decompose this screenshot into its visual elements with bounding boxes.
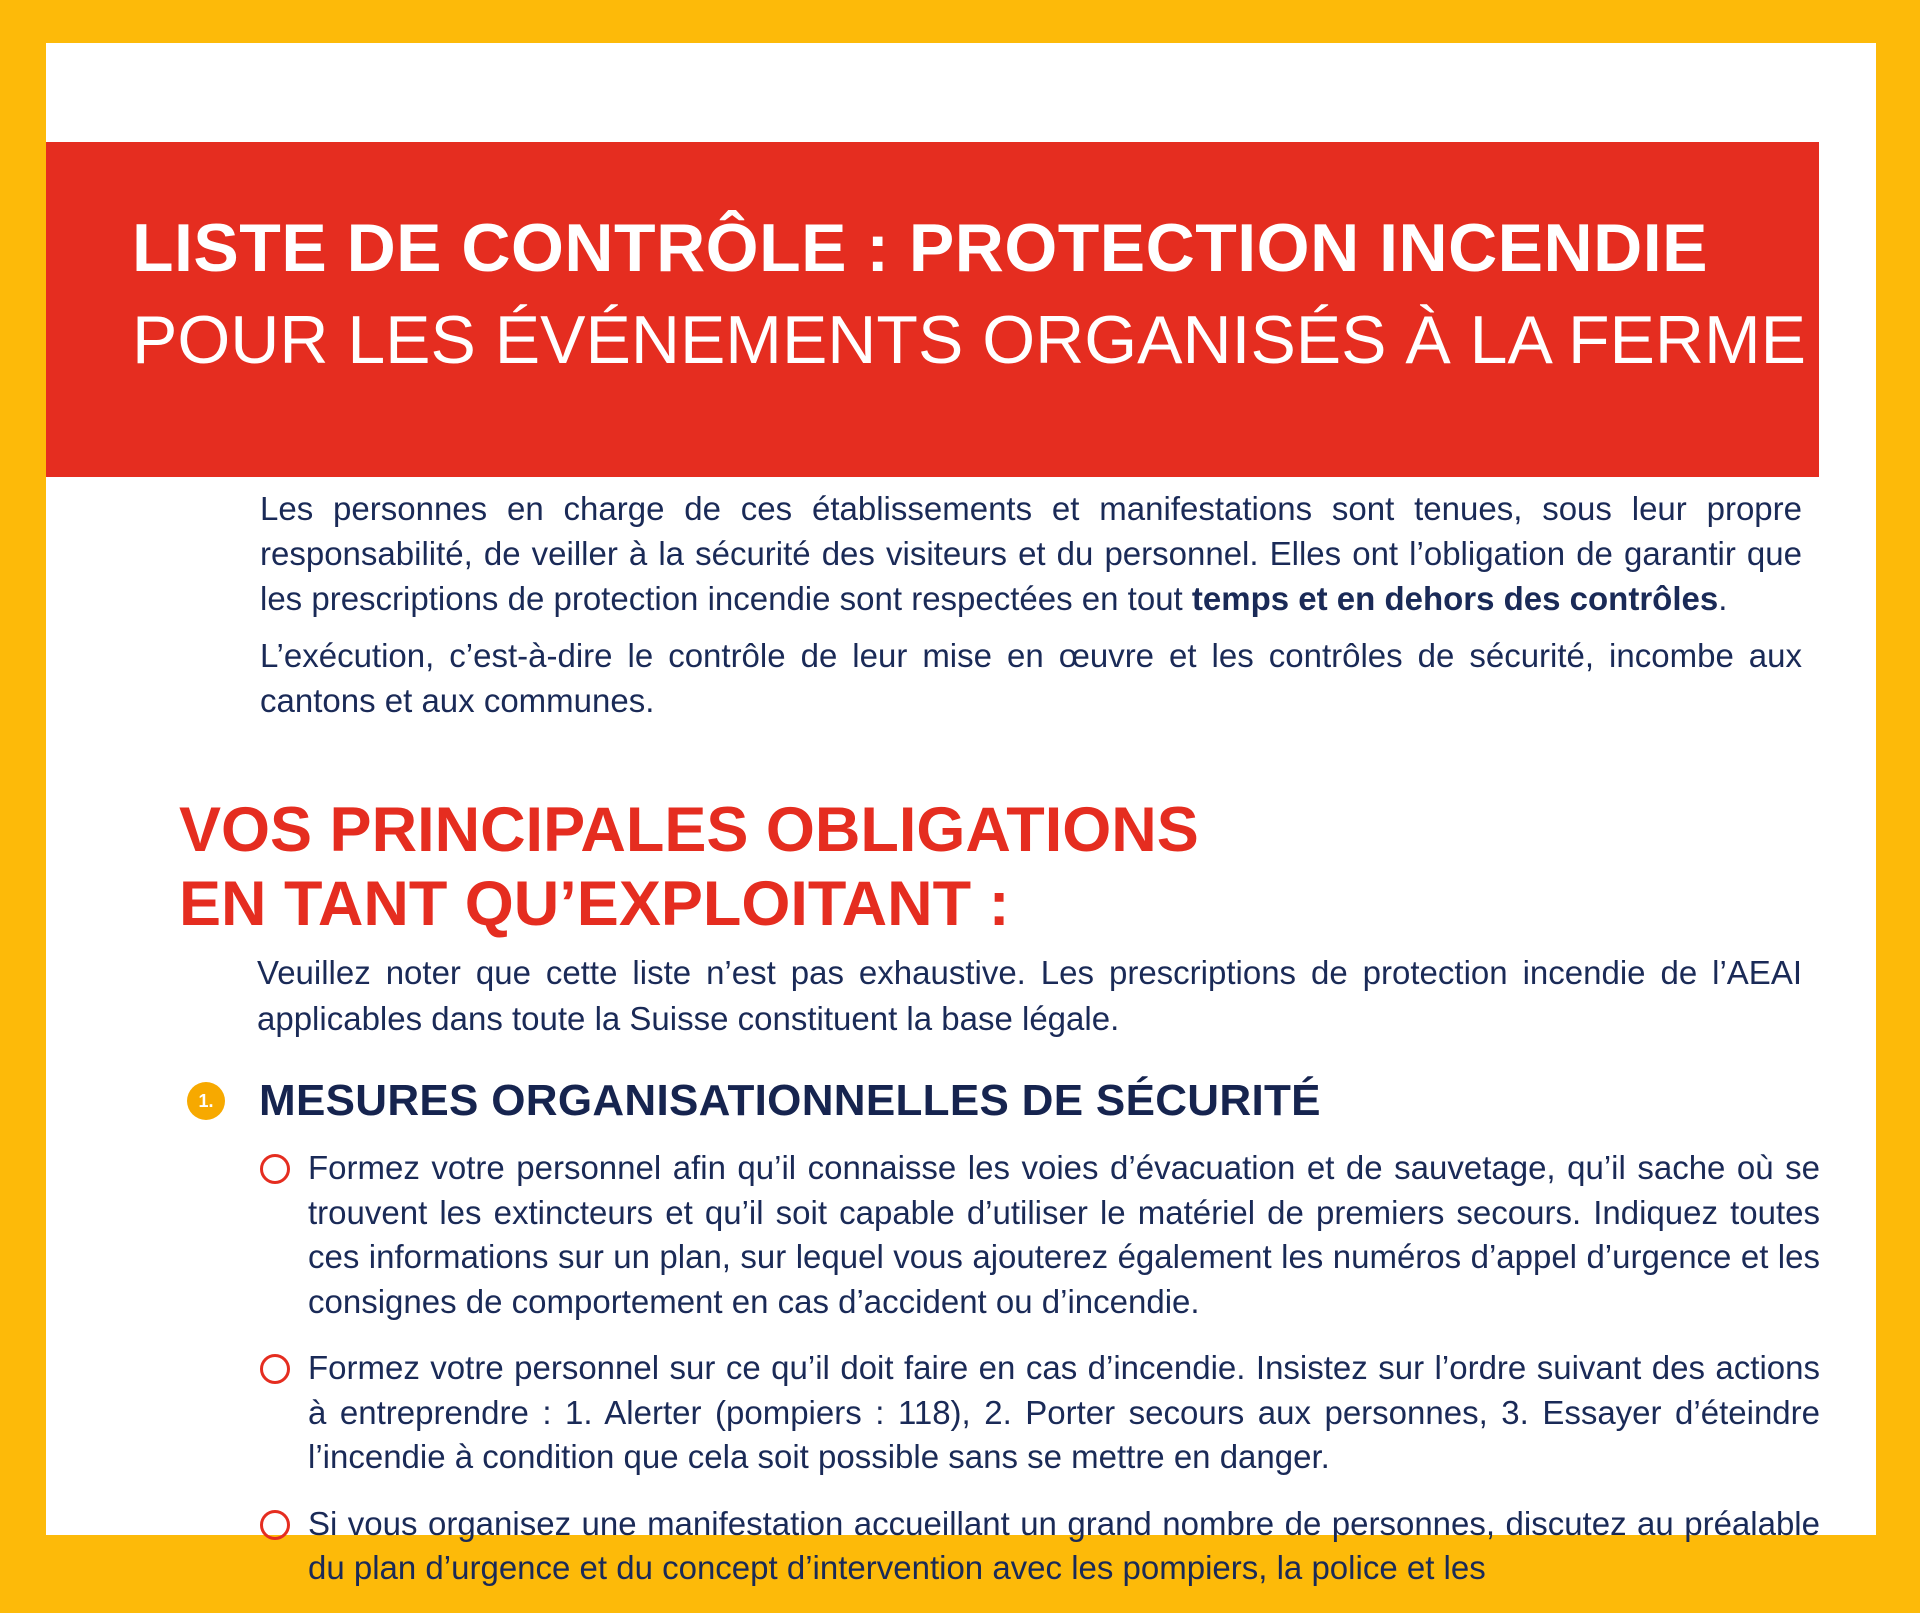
checklist bbox=[260, 1146, 1820, 1613]
page-subtitle: POUR LES ÉVÉNEMENTS ORGANISÉS À LA FERME bbox=[132, 302, 1806, 378]
obligations-heading-line-2: EN TANT QU’EXPLOITANT : bbox=[179, 869, 1010, 939]
checklist-item-text: Formez votre personnel sur ce qu’il doit faire en cas d’incendie. Insistez sur l’ordre suivant des actions à entreprendre : 1. Alerter (pompiers : 118), 2. Porter secours aux personnes, 3. Essayer d’éteindre l’incendie à condition que cela soit possible sans se mettre en danger. bbox=[308, 1349, 1820, 1475]
section-number-badge: 1. bbox=[187, 1082, 225, 1120]
checkbox-circle-icon[interactable] bbox=[260, 1510, 290, 1540]
checkbox-circle-icon[interactable] bbox=[260, 1154, 290, 1184]
obligations-heading bbox=[179, 793, 1199, 941]
intro-text bbox=[260, 486, 1802, 735]
intro-paragraph-1 bbox=[260, 486, 1802, 621]
intro-paragraph-2: L’exécution, c’est-à-dire le contrôle de leur mise en œuvre et les contrôles de sécurité, incombe aux cantons et aux communes. bbox=[260, 637, 1802, 719]
section-1-heading bbox=[187, 1071, 1321, 1131]
intro-p1-emphasis: temps et en dehors des contrôles bbox=[1191, 580, 1719, 617]
title-banner bbox=[46, 142, 1819, 477]
page-title: LISTE DE CONTRÔLE : PROTECTION INCENDIE bbox=[132, 210, 1708, 286]
checklist-item-text: Si vous organisez une manifestation accueillant un grand nombre de personnes, discutez au préalable du plan d’urgence et du concept d’intervention avec les pompiers, la police et les bbox=[308, 1504, 1820, 1586]
document-page bbox=[46, 43, 1876, 1586]
intro-p1-text: Les personnes en charge de ces établissements et manifestations sont tenues, sous leur propre responsabilité, de veiller à la sécurité des visiteurs et du personnel. Elles ont l’obligation de garantir que les prescriptions de protection incendie sont respectées en tout bbox=[260, 490, 1802, 617]
checklist-item bbox=[260, 1502, 1820, 1591]
obligations-heading-line-1: VOS PRINCIPALES OBLIGATIONS bbox=[179, 795, 1199, 865]
checklist-item-text: Formez votre personnel afin qu’il connaisse les voies d’évacuation et de sauvetage, qu’il sache où se trouvent les extincteurs et qu’il soit capable d’utiliser le matériel de premiers secours. Indiquez toutes ces informations sur un plan, sur lequel vous ajouterez également les numéros d’appel d’urgence et les consignes de comportement en cas d’accident ou d’incendie. bbox=[308, 1149, 1820, 1320]
checklist-item bbox=[260, 1346, 1820, 1480]
obligations-note: Veuillez noter que cette liste n’est pas exhaustive. Les prescriptions de protection incendie de l’AEAI applicables dans toute la Suisse constituent la base légale. bbox=[257, 954, 1802, 1037]
checkbox-circle-icon[interactable] bbox=[260, 1354, 290, 1384]
checklist-item bbox=[260, 1146, 1820, 1324]
section-1-title: MESURES ORGANISATIONNELLES DE SÉCURITÉ bbox=[259, 1076, 1321, 1125]
intro-p1-end: . bbox=[1718, 580, 1728, 617]
